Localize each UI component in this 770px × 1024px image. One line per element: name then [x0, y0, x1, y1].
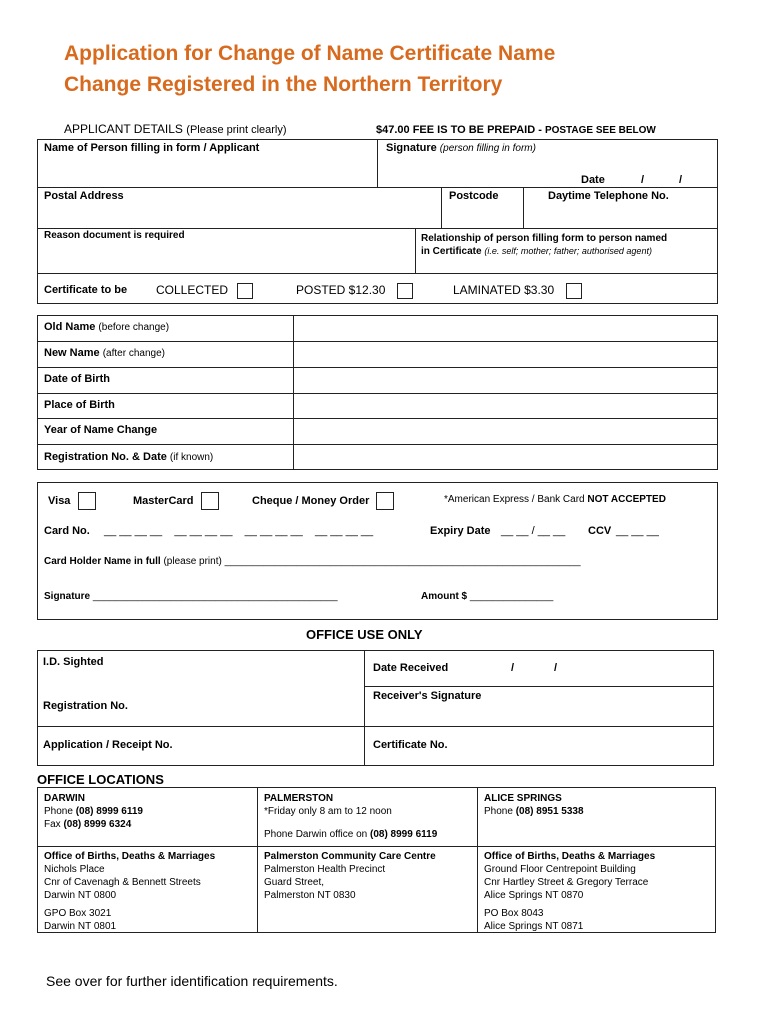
date-of-birth-field[interactable] — [296, 370, 715, 391]
darwin-office: Office of Births, Deaths & Marriages — [44, 851, 216, 862]
laminated-option — [453, 283, 582, 299]
signature-label-text: Signature — [386, 142, 437, 154]
relationship-note: (i.e. self; mother; father; authorised agent) — [484, 246, 652, 256]
alice-phone: (08) 8951 5338 — [515, 806, 584, 817]
date-received-sep-1: / — [511, 662, 515, 674]
alice-address — [484, 850, 655, 933]
relationship-line-2 — [421, 246, 652, 257]
date-received-sep-2: / — [554, 662, 558, 674]
fee-note: POSTAGE SEE BELOW — [544, 125, 656, 136]
darwin-fax-row — [44, 818, 143, 831]
alice-line-5: Alice Springs NT 0871 — [484, 921, 584, 932]
palmerston-name: PALMERSTON — [264, 793, 334, 804]
phone-field[interactable] — [526, 205, 714, 225]
collected-option — [156, 283, 253, 299]
mastercard-label: MasterCard — [133, 494, 194, 507]
alice-phone-label: Phone — [484, 806, 513, 817]
palmerston-note: *Friday only 8 am to 12 noon — [264, 806, 392, 817]
ccv-field[interactable]: __ __ __ — [616, 525, 659, 537]
relationship-label-2: in Certificate — [421, 246, 482, 257]
new-name-label: New Name — [44, 347, 100, 359]
darwin-line-4: GPO Box 3021 — [44, 908, 112, 919]
darwin-phone-row — [44, 805, 143, 818]
reason-field[interactable] — [40, 245, 412, 270]
palmerston-line-3: Palmerston NT 0830 — [264, 890, 356, 901]
card-no-label: Card No. — [44, 525, 90, 537]
laminated-label: LAMINATED $3.30 — [453, 283, 555, 298]
applicant-heading-note: (Please print clearly) — [186, 124, 287, 136]
relationship-field[interactable] — [418, 259, 714, 271]
darwin-phone-label: Phone — [44, 806, 73, 817]
new-name-note: (after change) — [102, 348, 165, 359]
postal-address-label: Postal Address — [44, 190, 124, 202]
visa-option — [48, 492, 96, 510]
old-name-field[interactable] — [296, 318, 715, 339]
palmerston-address — [264, 850, 436, 902]
title-line-2: Change Registered in the Northern Territory — [64, 73, 503, 96]
details-row-registration — [44, 451, 213, 463]
expiry-field[interactable]: __ __ / __ __ — [501, 525, 566, 537]
date-separator-2: / — [679, 174, 683, 186]
date-separator-1: / — [641, 174, 645, 186]
cheque-checkbox[interactable] — [376, 492, 394, 510]
posted-option — [296, 283, 413, 299]
signature-label — [386, 142, 536, 154]
registration-note: (if known) — [169, 452, 214, 463]
cheque-label: Cheque / Money Order — [252, 494, 370, 507]
collected-label: COLLECTED — [156, 283, 229, 298]
id-sighted-label: I.D. Sighted — [43, 656, 104, 668]
amount-row — [421, 591, 553, 602]
visa-checkbox[interactable] — [78, 492, 96, 510]
card-holder-label: Card Holder Name in full — [44, 556, 161, 567]
office-use-heading: OFFICE USE ONLY — [306, 627, 423, 642]
certificate-label: Certificate to be — [44, 284, 128, 296]
signature-field[interactable] — [380, 157, 714, 173]
phone-label: Daytime Telephone No. — [548, 190, 669, 202]
alice-line-1: Ground Floor Centrepoint Building — [484, 864, 636, 875]
palmerston-phone: (08) 8999 6119 — [370, 829, 438, 840]
palmerston-line-1: Palmerston Health Precinct — [264, 864, 386, 875]
applicant-name-label: Name of Person filling in form / Applicant — [44, 142, 260, 154]
alice-office: Office of Births, Deaths & Marriages — [484, 851, 656, 862]
new-name-field[interactable] — [296, 344, 715, 365]
details-row-new-name — [44, 347, 165, 359]
alice-line-2: Cnr Hartley Street & Gregory Terrace — [484, 877, 649, 888]
amount-label: Amount $ — [421, 591, 468, 602]
darwin-name: DARWIN — [44, 793, 85, 804]
cheque-option — [252, 492, 394, 510]
reason-label: Reason document is required — [44, 230, 185, 241]
payment-signature-row — [44, 591, 338, 602]
card-holder-note: (please print) — [163, 556, 222, 567]
darwin-line-3: Darwin NT 0800 — [44, 890, 117, 901]
page-title — [64, 38, 754, 100]
amex-text: *American Express / Bank Card — [444, 494, 585, 505]
darwin-fax-label: Fax — [44, 819, 61, 830]
applicant-heading — [64, 122, 287, 136]
laminated-checkbox[interactable] — [566, 283, 582, 299]
ccv-label: CCV — [588, 525, 612, 537]
place-of-birth-label: Place of Birth — [44, 399, 115, 411]
date-of-birth-label: Date of Birth — [44, 373, 110, 385]
year-of-change-field[interactable] — [296, 421, 715, 442]
alice-contact — [484, 792, 584, 818]
darwin-line-5: Darwin NT 0801 — [44, 921, 117, 932]
alice-line-4: PO Box 8043 — [484, 908, 544, 919]
office-locations-heading: OFFICE LOCATIONS — [37, 772, 164, 787]
applicant-name-field[interactable] — [40, 157, 374, 185]
place-of-birth-field[interactable] — [296, 396, 715, 416]
old-name-note: (before change) — [98, 322, 170, 333]
alice-name: ALICE SPRINGS — [484, 793, 562, 804]
darwin-line-1: Nichols Place — [44, 864, 105, 875]
darwin-contact — [44, 792, 143, 831]
palmerston-contact — [264, 792, 392, 818]
expiry-label: Expiry Date — [430, 525, 491, 537]
date-received-label: Date Received — [373, 662, 449, 674]
fee-notice — [376, 124, 656, 136]
title-line-1: Application for Change of Name Certificate Name — [64, 42, 556, 65]
alice-phone-row — [484, 805, 584, 818]
posted-checkbox[interactable] — [397, 283, 413, 299]
receivers-signature-label: Receiver's Signature — [373, 690, 482, 702]
card-holder-field[interactable]: ________________________________________________________________ — [224, 556, 581, 567]
mastercard-option — [133, 492, 219, 510]
card-holder-row — [44, 556, 581, 567]
application-receipt-label: Application / Receipt No. — [43, 739, 173, 751]
postcode-field[interactable] — [444, 205, 520, 225]
visa-label: Visa — [48, 494, 71, 507]
alice-line-3: Alice Springs NT 0870 — [484, 890, 584, 901]
mastercard-checkbox[interactable] — [201, 492, 219, 510]
applicant-heading-text: APPLICANT DETAILS — [64, 122, 183, 136]
old-name-label: Old Name — [44, 321, 96, 333]
details-row-old-name — [44, 321, 169, 333]
fee-text: $47.00 FEE IS TO BE PREPAID - — [376, 124, 542, 136]
registration-field[interactable] — [296, 447, 715, 468]
registration-no-label: Registration No. — [43, 700, 128, 712]
amex-notice — [444, 494, 666, 505]
payment-signature-label: Signature — [44, 591, 91, 602]
footer-note: See over for further identification requirements. — [46, 973, 338, 989]
palmerston-phone-row — [264, 829, 437, 840]
signature-note: (person filling in form) — [439, 143, 536, 154]
darwin-line-2: Cnr of Cavenagh & Bennett Streets — [44, 877, 201, 888]
darwin-address — [44, 850, 215, 933]
year-of-change-label: Year of Name Change — [44, 424, 158, 436]
amex-bold: NOT ACCEPTED — [587, 494, 666, 505]
darwin-phone: (08) 8999 6119 — [75, 806, 143, 817]
postcode-label: Postcode — [449, 190, 499, 202]
darwin-fax: (08) 8999 6324 — [63, 819, 132, 830]
relationship-label: Relationship of person filling form to person named — [421, 233, 668, 244]
postal-address-field[interactable] — [40, 205, 438, 225]
palmerston-office: Palmerston Community Care Centre — [264, 851, 436, 862]
registration-label: Registration No. & Date — [44, 451, 167, 463]
certificate-no-label: Certificate No. — [373, 739, 448, 751]
payment-signature-field[interactable]: ____________________________________________ — [92, 591, 338, 602]
collected-checkbox[interactable] — [237, 283, 253, 299]
palmerston-phone-text: Phone Darwin office on — [264, 829, 368, 840]
card-no-field[interactable]: __ __ __ __ __ __ __ __ __ __ __ __ __ __ __ __ — [104, 525, 374, 537]
amount-field[interactable]: _______________ — [469, 591, 554, 602]
posted-label: POSTED $12.30 — [296, 283, 386, 298]
palmerston-line-2: Guard Street, — [264, 877, 325, 888]
date-label: Date — [581, 174, 605, 186]
